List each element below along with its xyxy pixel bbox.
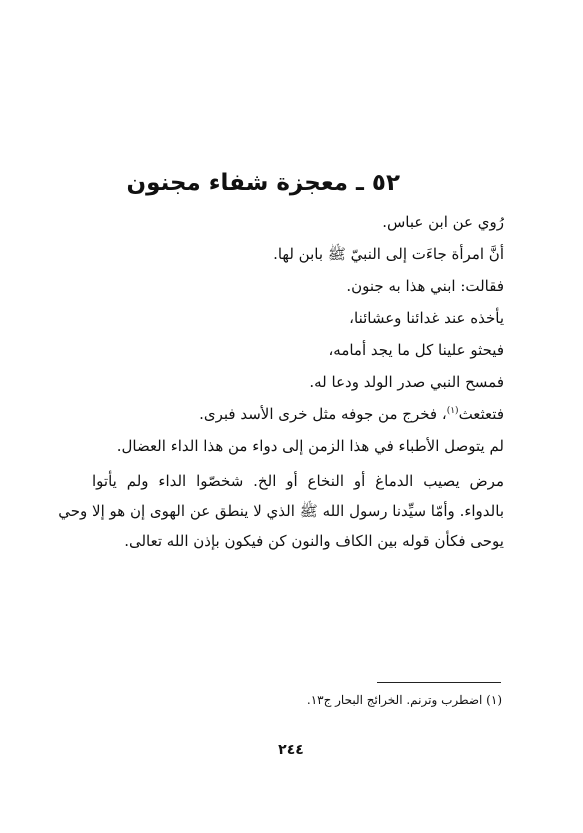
footnote: (١) اضطرب وترنم. الخرائج البحار ج١٣. bbox=[306, 693, 502, 707]
body-text bbox=[58, 206, 504, 556]
text-fragment: فتعثعث bbox=[458, 405, 504, 423]
text-fragment: ، فخرج من جوفه مثل خرى الأسد فبرى. bbox=[199, 405, 447, 423]
footnote-divider bbox=[377, 682, 501, 683]
paragraph-line: يوحى فكأن قوله بين الكاف والنون كن فيكون بإذن الله تعالى. bbox=[124, 532, 504, 550]
text-line: رُوي عن ابن عباس. bbox=[382, 213, 504, 231]
text-line-with-footnote bbox=[92, 398, 504, 430]
paragraph-line: مرض يصيب الدماغ أو النخاع أو الخ. شخصّوا الداء ولم يأتوا bbox=[92, 472, 504, 490]
paragraph-line: بالدواء. وأمّا سيِّدنا رسول الله ﷺ الذي لا ينطق عن الهوى إن هو إلا وحي bbox=[58, 502, 504, 520]
text-line: لم يتوصل الأطباء في هذا الزمن إلى دواء من هذا الداء العضال. bbox=[116, 437, 504, 455]
text-line: فيحثو علينا كل ما يجد أمامه، bbox=[328, 341, 504, 359]
text-line: فقالت: ابني هذا به جنون. bbox=[346, 277, 504, 295]
footnote-reference: (١) bbox=[446, 406, 459, 416]
text-line: فمسح النبي صدر الولد ودعا له. bbox=[309, 373, 504, 391]
paragraph bbox=[58, 466, 504, 556]
chapter-heading: ٥٢ ـ معجزة شفاء مجنون bbox=[126, 170, 400, 196]
page-number: ٢٤٤ bbox=[278, 742, 304, 758]
text-line: أنَّ امرأة جاءَت إلى النبيّ ﷺ بابن لها. bbox=[273, 245, 504, 263]
text-line: يأخذه عند غدائنا وعشائنا، bbox=[349, 309, 504, 327]
